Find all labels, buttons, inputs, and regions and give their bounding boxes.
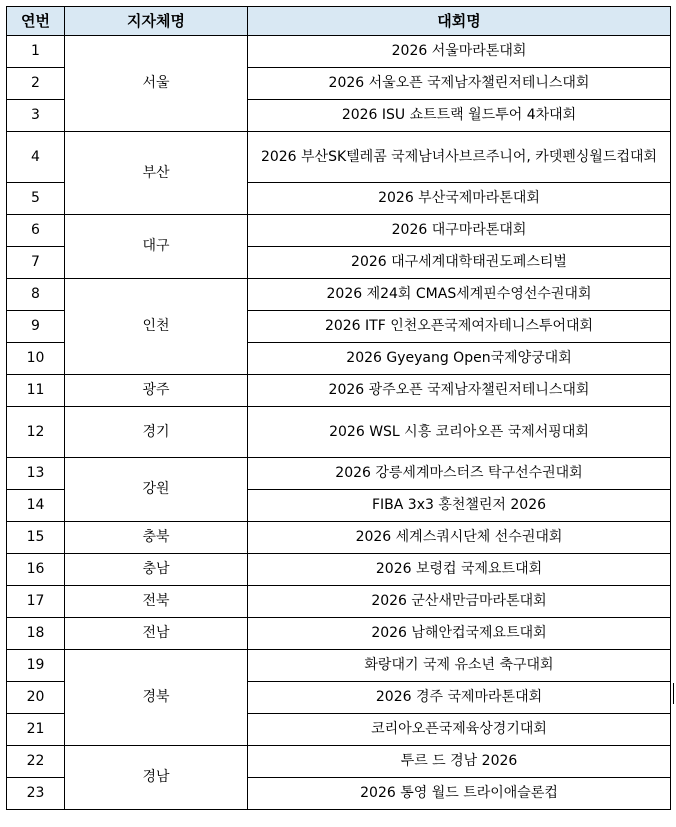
table-row	[7, 746, 671, 778]
table-row	[7, 407, 671, 458]
row-number: 15	[7, 522, 65, 554]
row-number: 3	[7, 100, 65, 132]
table-row	[7, 522, 671, 554]
event-name: 2026 대구마라톤대회	[248, 215, 671, 247]
event-name: FIBA 3x3 홍천챌린저 2026	[248, 490, 671, 522]
event-name: 2026 광주오픈 국제남자챌린저테니스대회	[248, 375, 671, 407]
event-name: 2026 강릉세계마스터즈 탁구선수권대회	[248, 458, 671, 490]
event-name: 2026 보령컵 국제요트대회	[248, 554, 671, 586]
row-number: 6	[7, 215, 65, 247]
branch-name: 충북	[65, 522, 248, 554]
branch-name: 충남	[65, 554, 248, 586]
event-name: 2026 통영 월드 트라이애슬론컵	[248, 778, 671, 810]
event-name: 2026 서울마라톤대회	[248, 36, 671, 68]
branch-name: 경남	[65, 746, 248, 810]
branch-name: 경북	[65, 650, 248, 746]
header-branch: 지자체명	[65, 7, 248, 36]
table-row	[7, 36, 671, 68]
event-name: 2026 부산국제마라톤대회	[248, 183, 671, 215]
branch-name: 서울	[65, 36, 248, 132]
row-number: 17	[7, 586, 65, 618]
header-event: 대회명	[248, 7, 671, 36]
row-number: 22	[7, 746, 65, 778]
event-name: 2026 세계스쿼시단체 선수권대회	[248, 522, 671, 554]
table-row	[7, 618, 671, 650]
row-number: 23	[7, 778, 65, 810]
branch-name: 강원	[65, 458, 248, 522]
table-row	[7, 554, 671, 586]
event-name: 2026 남해안컵국제요트대회	[248, 618, 671, 650]
row-number: 4	[7, 132, 65, 183]
branch-name: 전남	[65, 618, 248, 650]
table-row	[7, 375, 671, 407]
event-name: 2026 제24회 CMAS세계핀수영선수권대회	[248, 279, 671, 311]
table-body	[7, 36, 671, 810]
event-name: 2026 WSL 시흥 코리아오픈 국제서핑대회	[248, 407, 671, 458]
event-name: 2026 Gyeyang Open국제양궁대회	[248, 343, 671, 375]
table-header-row	[7, 7, 671, 36]
text-cursor	[673, 683, 674, 704]
event-name: 2026 서울오픈 국제남자챌린저테니스대회	[248, 68, 671, 100]
branch-name: 전북	[65, 586, 248, 618]
table-row	[7, 132, 671, 183]
row-number: 9	[7, 311, 65, 343]
event-name: 2026 대구세계대학태권도페스티벌	[248, 247, 671, 279]
table-row	[7, 650, 671, 682]
event-name: 화랑대기 국제 유소년 축구대회	[248, 650, 671, 682]
row-number: 5	[7, 183, 65, 215]
event-name: 코리아오픈국제육상경기대회	[248, 714, 671, 746]
row-number: 1	[7, 36, 65, 68]
row-number: 8	[7, 279, 65, 311]
row-number: 18	[7, 618, 65, 650]
header-no: 연번	[7, 7, 65, 36]
event-name: 2026 ITF 인천오픈국제여자테니스투어대회	[248, 311, 671, 343]
branch-name: 광주	[65, 375, 248, 407]
row-number: 19	[7, 650, 65, 682]
row-number: 20	[7, 682, 65, 714]
events-table	[6, 6, 671, 810]
row-number: 7	[7, 247, 65, 279]
row-number: 10	[7, 343, 65, 375]
event-name: 2026 군산새만금마라톤대회	[248, 586, 671, 618]
row-number: 14	[7, 490, 65, 522]
branch-name: 인천	[65, 279, 248, 375]
table-row	[7, 586, 671, 618]
event-name: 2026 부산SK텔레콤 국제남녀사브르주니어, 카뎃펜싱월드컵대회	[248, 132, 671, 183]
branch-name: 대구	[65, 215, 248, 279]
row-number: 13	[7, 458, 65, 490]
row-number: 12	[7, 407, 65, 458]
table-row	[7, 279, 671, 311]
row-number: 11	[7, 375, 65, 407]
event-name: 2026 ISU 쇼트트랙 월드투어 4차대회	[248, 100, 671, 132]
event-name: 투르 드 경남 2026	[248, 746, 671, 778]
event-name: 2026 경주 국제마라톤대회	[248, 682, 671, 714]
branch-name: 경기	[65, 407, 248, 458]
table-row	[7, 215, 671, 247]
row-number: 16	[7, 554, 65, 586]
branch-name: 부산	[65, 132, 248, 215]
table-row	[7, 458, 671, 490]
row-number: 2	[7, 68, 65, 100]
row-number: 21	[7, 714, 65, 746]
